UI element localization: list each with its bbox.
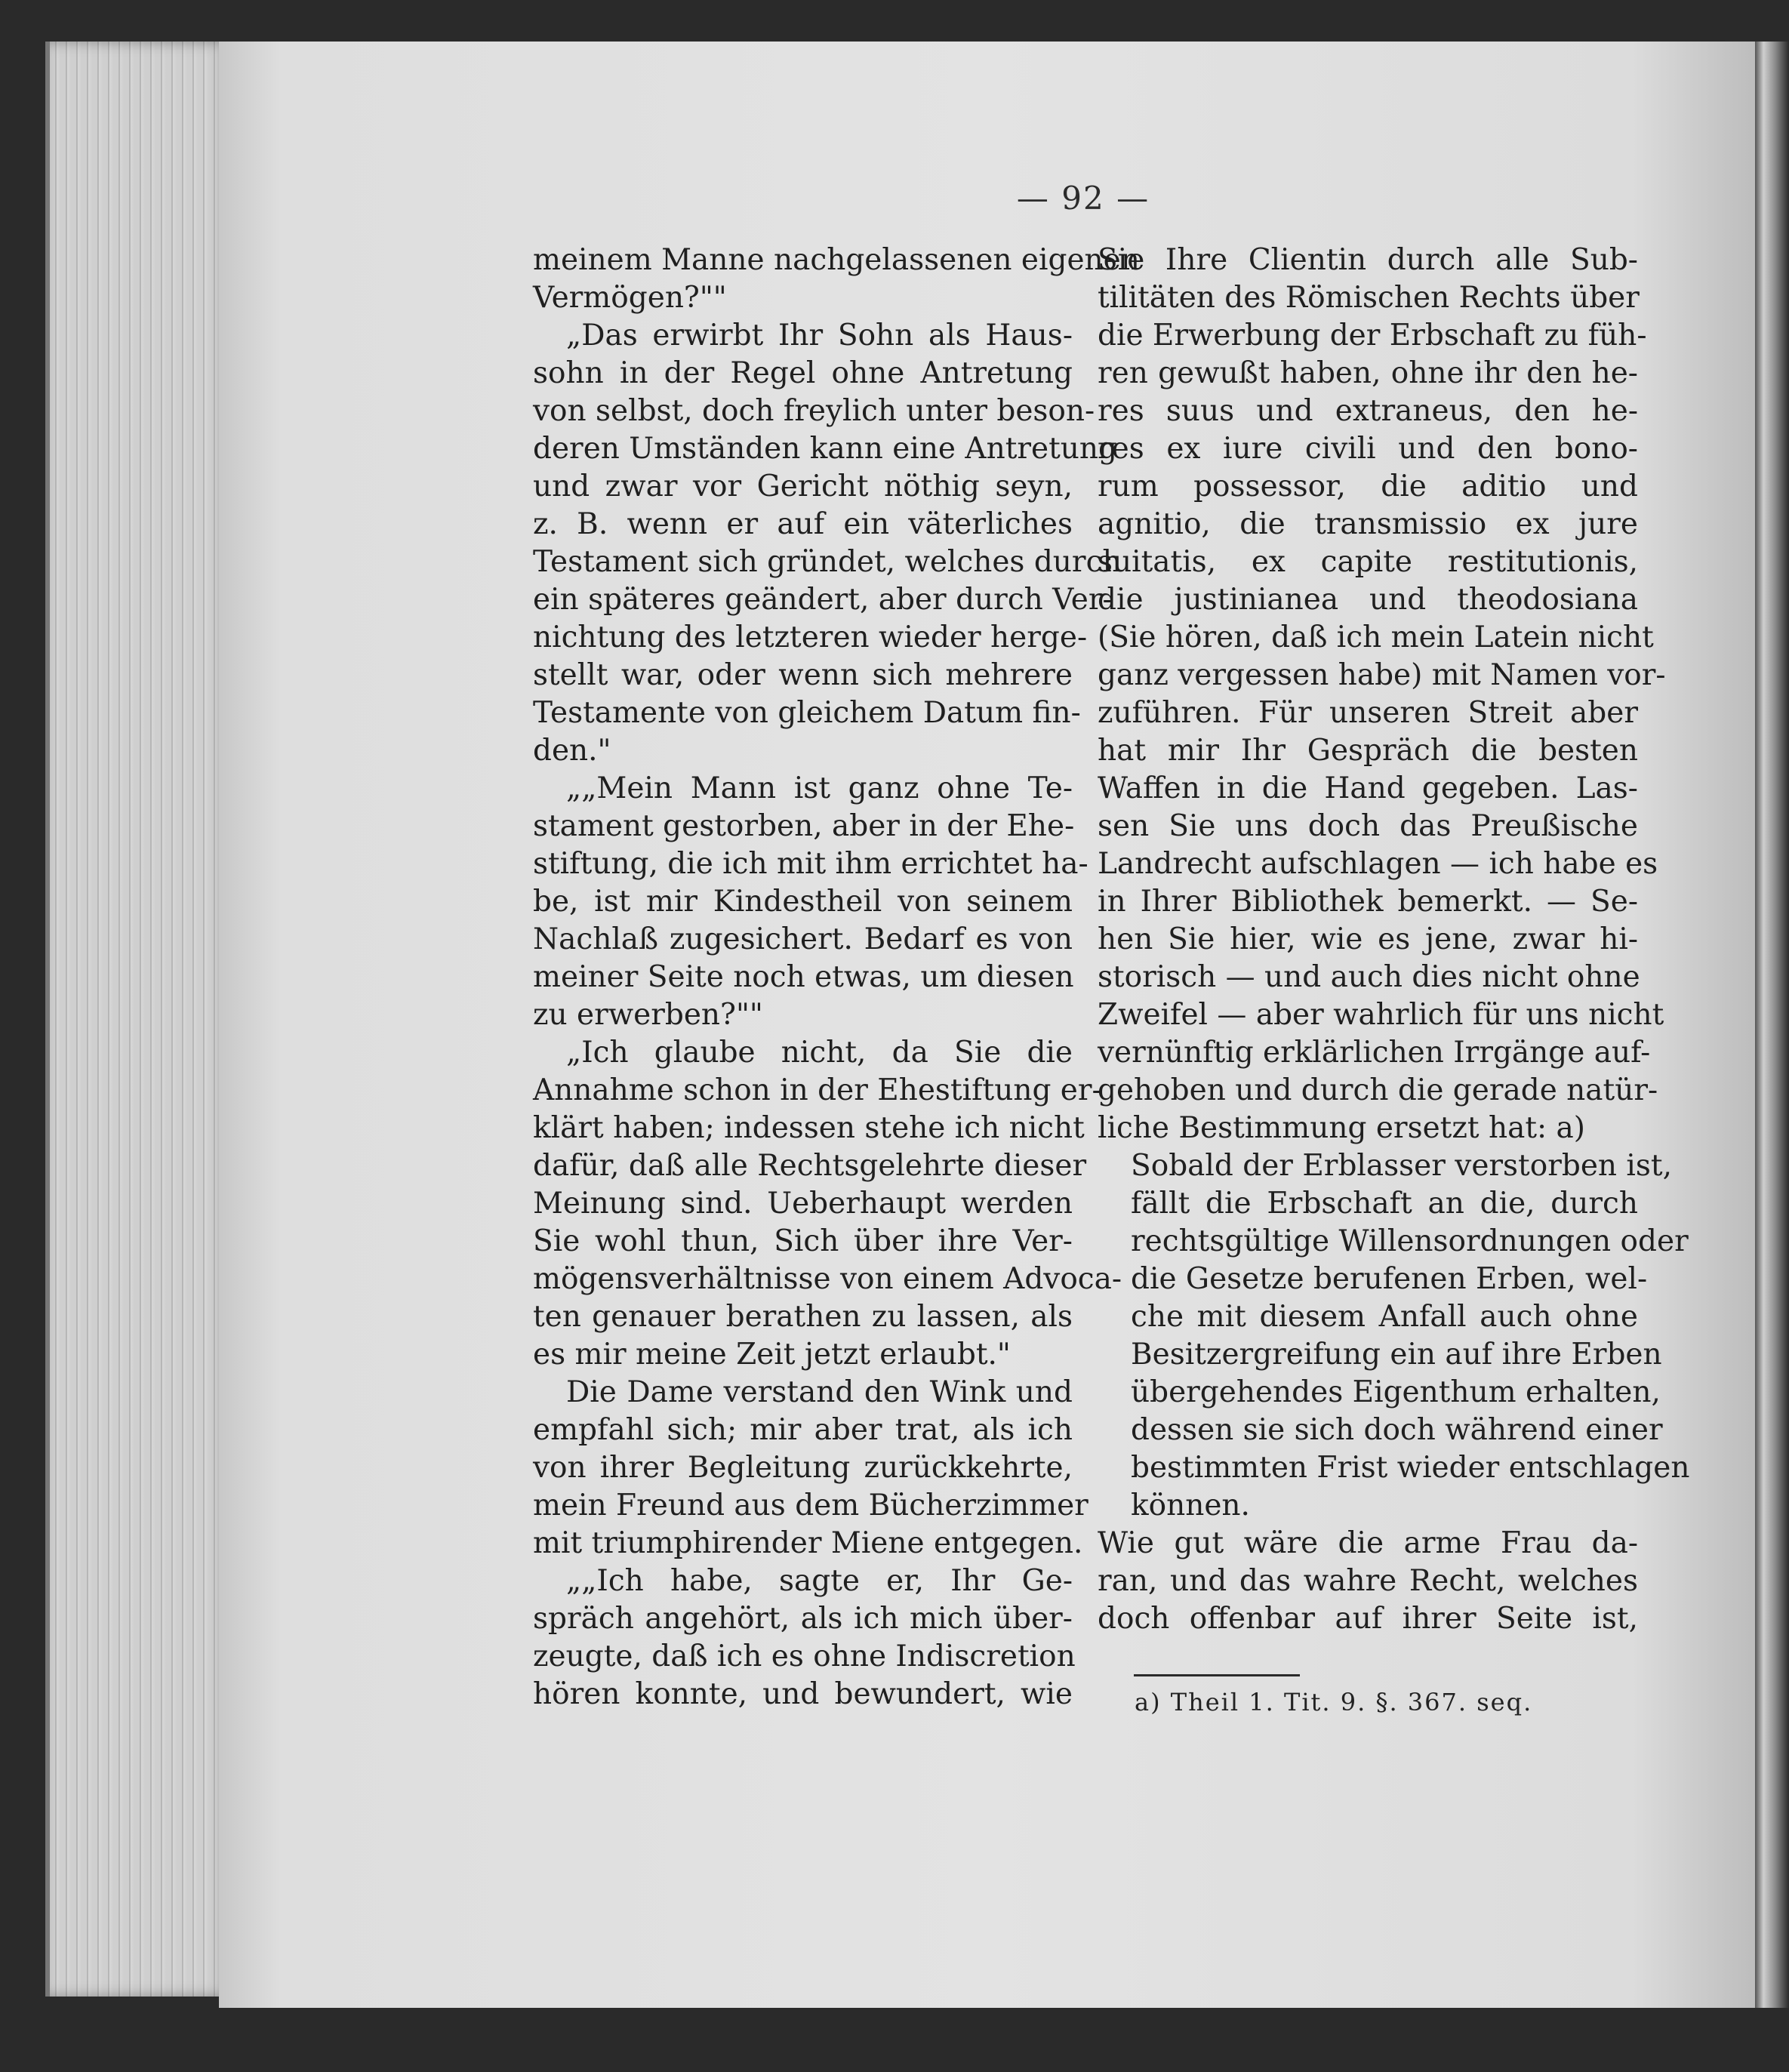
text-line: in Ihrer Bibliothek bemerkt. — Se- bbox=[1098, 885, 1638, 919]
text-line: Meinung sind. Ueberhaupt werden bbox=[533, 1187, 1073, 1221]
text-line: stellt war, oder wenn sich mehrere bbox=[533, 658, 1073, 692]
text-line: mögensverhältnisse von einem Advoca- bbox=[533, 1262, 1122, 1296]
text-line: res ex iure civili und den bono- bbox=[1098, 432, 1638, 466]
text-line: mein Freund aus dem Bücherzimmer bbox=[533, 1489, 1088, 1522]
text-line: deren Umständen kann eine Antretung bbox=[533, 432, 1117, 466]
text-line: meiner Seite noch etwas, um diesen bbox=[533, 960, 1074, 994]
text-line: Nachlaß zugesichert. Bedarf es von bbox=[533, 922, 1073, 956]
text-line: agnitio, die transmissio ex jure bbox=[1098, 507, 1638, 541]
text-line: (Sie hören, daß ich mein Latein nicht bbox=[1098, 620, 1654, 654]
text-line: es mir meine Zeit jetzt erlaubt." bbox=[533, 1338, 1011, 1372]
text-line: zu erwerben?"" bbox=[533, 998, 763, 1032]
text-line: die Gesetze berufenen Erben, wel- bbox=[1131, 1262, 1648, 1296]
text-line: „„Mein Mann ist ganz ohne Te- bbox=[566, 771, 1073, 805]
text-line: die Erwerbung der Erbschaft zu füh- bbox=[1098, 319, 1647, 353]
text-column-left bbox=[533, 242, 1140, 1713]
text-line: ren gewußt haben, ohne ihr den he- bbox=[1098, 356, 1638, 390]
text-line: „Das erwirbt Ihr Sohn als Haus- bbox=[566, 319, 1073, 353]
text-line: zuführen. Für unseren Streit aber bbox=[1098, 696, 1638, 730]
text-line: Besitzergreifung ein auf ihre Erben bbox=[1131, 1338, 1662, 1372]
text-line: bestimmten Frist wieder entschlagen bbox=[1131, 1451, 1690, 1485]
text-line: vernünftig erklärlichen Irrgänge auf- bbox=[1098, 1036, 1651, 1070]
text-line: z. B. wenn er auf ein väterliches bbox=[533, 507, 1073, 541]
text-line: sohn in der Regel ohne Antretung bbox=[533, 356, 1073, 390]
text-column-right bbox=[1098, 242, 1690, 1638]
text-line: übergehendes Eigenthum erhalten, bbox=[1131, 1375, 1661, 1409]
text-line: che mit diesem Anfall auch ohne bbox=[1131, 1300, 1638, 1334]
text-line: „„Ich habe, sagte er, Ihr Ge- bbox=[566, 1564, 1073, 1598]
text-line: „Ich glaube nicht, da Sie die bbox=[566, 1036, 1073, 1070]
text-line: ran, und das wahre Recht, welches bbox=[1098, 1564, 1638, 1598]
text-line: Landrecht aufschlagen — ich habe es bbox=[1098, 847, 1658, 881]
text-line: suitatis, ex capite restitutionis, bbox=[1098, 545, 1638, 579]
text-line: doch offenbar auf ihrer Seite ist, bbox=[1098, 1602, 1638, 1636]
footnote: a) Theil 1. Tit. 9. §. 367. seq. bbox=[1135, 1688, 1533, 1716]
text-line: Waffen in die Hand gegeben. Las- bbox=[1098, 771, 1638, 805]
text-line: spräch angehört, als ich mich über- bbox=[533, 1602, 1073, 1636]
text-line: die justinianea und theodosiana bbox=[1098, 583, 1638, 617]
text-line: Sobald der Erblasser verstorben ist, bbox=[1131, 1149, 1672, 1183]
text-line: Vermögen?"" bbox=[533, 281, 727, 315]
text-line: empfahl sich; mir aber trat, als ich bbox=[533, 1413, 1073, 1447]
text-line: können. bbox=[1131, 1489, 1250, 1522]
text-line: Die Dame verstand den Wink und bbox=[566, 1375, 1073, 1409]
text-line: mit triumphirender Miene entgegen. bbox=[533, 1526, 1083, 1560]
text-line: von selbst, doch freylich unter beson- bbox=[533, 394, 1095, 428]
text-line: nichtung des letzteren wieder herge- bbox=[533, 620, 1088, 654]
text-line: hören konnte, und bewundert, wie bbox=[533, 1677, 1073, 1711]
text-line: res suus und extraneus, den he- bbox=[1098, 394, 1638, 428]
text-line: von ihrer Begleitung zurückkehrte, bbox=[533, 1451, 1073, 1485]
text-line: liche Bestimmung ersetzt hat: a) bbox=[1098, 1111, 1585, 1145]
text-line: ein späteres geändert, aber durch Ver- bbox=[533, 583, 1113, 617]
text-line: Zweifel — aber wahrlich für uns nicht bbox=[1098, 998, 1664, 1032]
text-line: Sie wohl thun, Sich über ihre Ver- bbox=[533, 1224, 1073, 1258]
page-number: — 92 — bbox=[1016, 180, 1150, 217]
text-line: meinem Manne nachgelassenen eigenen bbox=[533, 243, 1140, 277]
text-line: dessen sie sich doch während einer bbox=[1131, 1413, 1663, 1447]
text-line: be, ist mir Kindestheil von seinem bbox=[533, 885, 1073, 919]
page-number-value: 92 bbox=[1061, 180, 1105, 217]
text-line: und zwar vor Gericht nöthig seyn, bbox=[533, 470, 1073, 503]
text-line: rechtsgültige Willensordnungen oder bbox=[1131, 1224, 1689, 1258]
text-line: zeugte, daß ich es ohne Indiscretion bbox=[533, 1639, 1076, 1673]
text-line: Sie Ihre Clientin durch alle Sub- bbox=[1098, 243, 1638, 277]
text-line: fällt die Erbschaft an die, durch bbox=[1131, 1187, 1638, 1221]
text-line: tilitäten des Römischen Rechts über bbox=[1098, 281, 1640, 315]
text-line: stament gestorben, aber in der Ehe- bbox=[533, 809, 1075, 843]
text-line: rum possessor, die aditio und bbox=[1098, 470, 1638, 503]
text-line: den." bbox=[533, 734, 611, 768]
text-line: Wie gut wäre die arme Frau da- bbox=[1098, 1526, 1638, 1560]
page-edges-stack bbox=[45, 42, 231, 1997]
text-line: hat mir Ihr Gespräch die besten bbox=[1098, 734, 1638, 768]
text-line: sen Sie uns doch das Preußische bbox=[1098, 809, 1638, 843]
text-line: klärt haben; indessen stehe ich nicht bbox=[533, 1111, 1085, 1145]
text-line: Testament sich gründet, welches durch bbox=[533, 545, 1122, 579]
text-line: dafür, daß alle Rechtsgelehrte dieser bbox=[533, 1149, 1087, 1183]
text-line: hen Sie hier, wie es jene, zwar hi- bbox=[1098, 922, 1638, 956]
text-line: storisch — und auch dies nicht ohne bbox=[1098, 960, 1640, 994]
text-line: Testamente von gleichem Datum fin- bbox=[533, 696, 1081, 730]
text-line: stiftung, die ich mit ihm errichtet ha- bbox=[533, 847, 1088, 881]
page-gutter-edge bbox=[1755, 42, 1789, 2008]
footnote-rule bbox=[1134, 1674, 1300, 1676]
text-line: ten genauer berathen zu lassen, als bbox=[533, 1300, 1073, 1334]
text-line: Annahme schon in der Ehestiftung er- bbox=[533, 1073, 1102, 1107]
text-line: gehoben und durch die gerade natür- bbox=[1098, 1073, 1658, 1107]
text-line: ganz vergessen habe) mit Namen vor- bbox=[1098, 658, 1666, 692]
